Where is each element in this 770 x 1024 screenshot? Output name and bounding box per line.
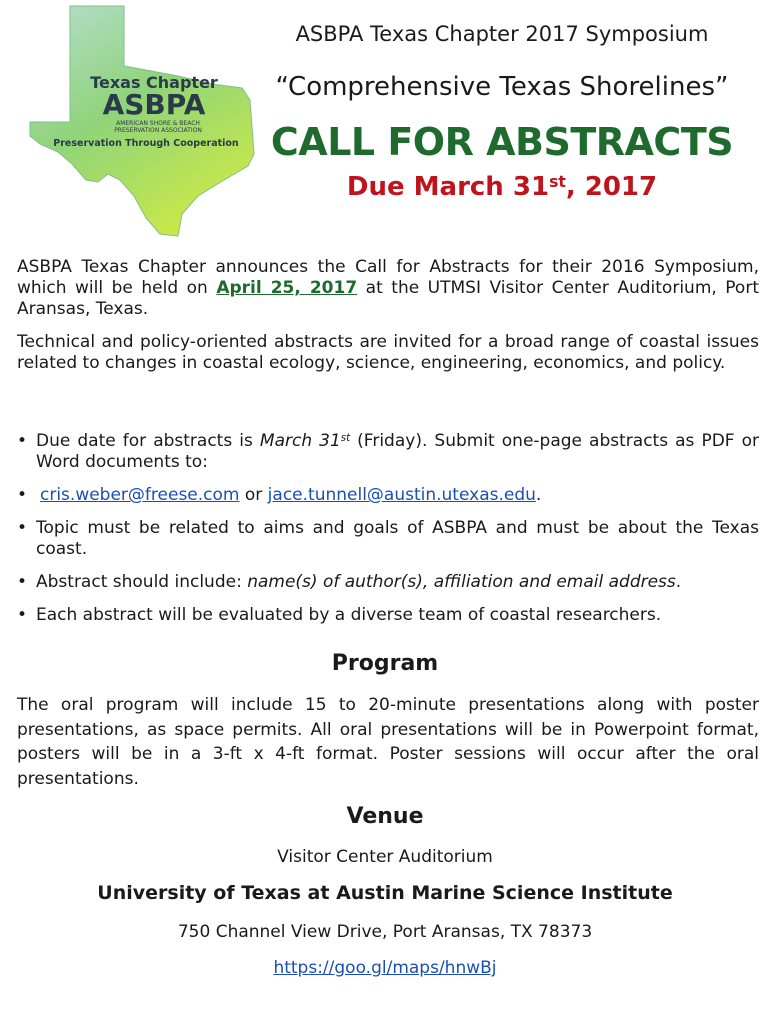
intro-paragraph: ASBPA Texas Chapter announces the Call for Abstracts for their 2016 Symposium, which will be held on April 25, 2017 at the UTMSI Visitor Center Auditorium, Port Aransas, Texas. <box>17 257 759 319</box>
list-item: • Abstract should include: name(s) of author(s), affiliation and email address. <box>17 572 759 593</box>
logo-line1: Texas Chapter <box>90 73 218 92</box>
logo-tagline: Preservation Through Cooperation <box>53 138 239 149</box>
submission-requirements-list <box>17 431 759 638</box>
email-link-tunnell[interactable]: jace.tunnell@austin.utexas.edu <box>267 485 536 505</box>
list-item: • Due date for abstracts is March 31st (Friday). Submit one-page abstracts as PDF or Word documents to: <box>17 431 759 473</box>
program-heading: Program <box>331 651 439 676</box>
list-item: • Topic must be related to aims and goals of ASBPA and must be about the Texas coast. <box>17 518 759 560</box>
map-link[interactable]: https://goo.gl/maps/hnwBj <box>273 958 497 978</box>
symposium-subtitle: ASBPA Texas Chapter 2017 Symposium <box>295 22 709 46</box>
list-item: • cris.weber@freese.com or jace.tunnell@austin.utexas.edu. <box>17 485 759 506</box>
call-for-abstracts-title: CALL FOR ABSTRACTS <box>270 120 734 164</box>
logo-line2: ASBPA <box>102 88 206 121</box>
symposium-date-link[interactable]: April 25, 2017 <box>216 278 358 298</box>
email-link-weber[interactable]: cris.weber@freese.com <box>40 485 240 505</box>
symposium-theme: “Comprehensive Texas Shorelines” <box>275 72 729 102</box>
logo-line3: AMERICAN SHORE & BEACH <box>116 120 200 127</box>
logo-line4: PRESERVATION ASSOCIATION <box>114 127 202 134</box>
program-paragraph: The oral program will include 15 to 20-minute presentations along with poster presentations, as space permits. All oral presentations will be in Powerpoint format, posters will be in a 3-ft x 4-ft format. Poster sessions will occur after the oral presentations. <box>17 695 759 789</box>
scope-paragraph: Technical and policy-oriented abstracts are invited for a broad range of coastal issues related to changes in coastal ecology, science, engineering, economics, and policy. <box>17 332 759 373</box>
venue-place: Visitor Center Auditorium <box>277 847 493 867</box>
list-item: • Each abstract will be evaluated by a diverse team of coastal researchers. <box>17 605 759 626</box>
venue-heading: Venue <box>346 804 424 829</box>
venue-address: 750 Channel View Drive, Port Aransas, TX 78373 <box>177 922 593 942</box>
venue-institution: University of Texas at Austin Marine Science Institute <box>97 882 673 904</box>
asbpa-texas-chapter-logo <box>28 4 260 240</box>
due-date-banner: Due March 31st, 2017 <box>346 172 658 202</box>
